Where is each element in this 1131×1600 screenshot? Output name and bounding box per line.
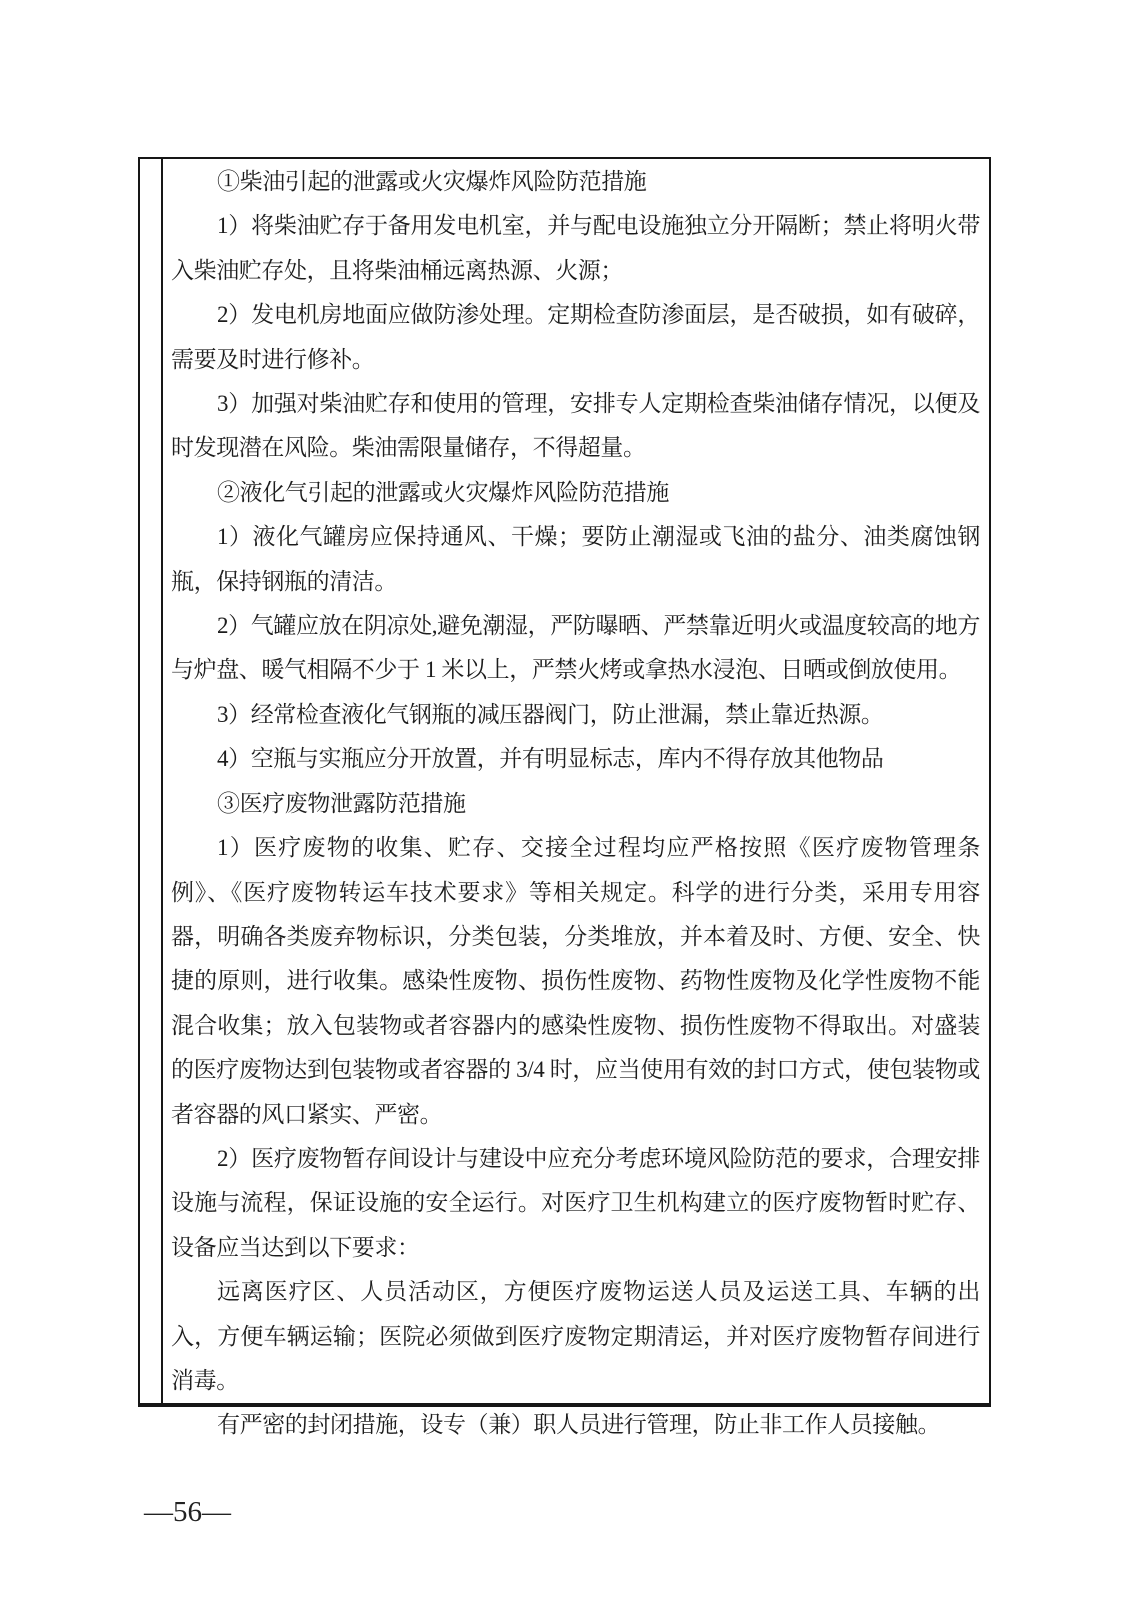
table-text-cell [163, 159, 989, 1438]
paragraph: 1）液化气罐房应保持通风、干燥；要防止潮湿或飞油的盐分、油类腐蚀钢瓶，保持钢瓶的清洁。 [171, 524, 980, 594]
paragraph: 有严密的封闭措施，设专（兼）职人员进行管理，防止非工作人员接触。 [217, 1412, 941, 1438]
paragraph: 2）气罐应放在阴凉处,避免潮湿，严防曝晒、严禁靠近明火或温度较高的地方与炉盘、暖气相隔不少于 1 米以上，严禁火烤或拿热水浸泡、日晒或倒放使用。 [171, 613, 980, 683]
paragraph: ③医疗废物泄露防范措施 [217, 790, 466, 816]
paragraph: 远离医疗区、人员活动区，方便医疗废物运送人员及运送工具、车辆的出入，方便车辆运输；医院必须做到医疗废物定期清运，并对医疗废物暂存间进行消毒。 [171, 1279, 980, 1393]
paragraph: 2）发电机房地面应做防渗处理。定期检查防渗面层，是否破损，如有破碎，需要及时进行修补。 [171, 302, 980, 372]
page-number: —56— [144, 1496, 231, 1528]
paragraph: 4）空瓶与实瓶应分开放置，并有明显标志，库内不得存放其他物品 [217, 746, 884, 772]
paragraph: ②液化气引起的泄露或火灾爆炸风险防范措施 [217, 479, 670, 505]
table-gutter-column [140, 159, 163, 1403]
paragraph: ①柴油引起的泄露或火灾爆炸风险防范措施 [217, 169, 647, 194]
paragraph: 3）加强对柴油贮存和使用的管理，安排专人定期检查柴油储存情况，以便及时发现潜在风险。柴油需限量储存，不得超量。 [171, 391, 980, 461]
paragraph: 1）将柴油贮存于备用发电机室，并与配电设施独立分开隔断；禁止将明火带入柴油贮存处，且将柴油桶远离热源、火源； [171, 213, 980, 283]
paragraph: 1）医疗废物的收集、贮存、交接全过程均应严格按照《医疗废物管理条例》、《医疗废物转运车技术要求》等相关规定。科学的进行分类，采用专用容器，明确各类废弃物标识，分类包装，分类堆放，并本着及时、方便、安全、快捷的原则，进行收集。感染性废物、损伤性废物、药物性废物及化学性废物不能混合收集；放入包装物或者容器内的感染性废物、损伤性废物不得取出。对盛装的医疗废物达到包装物或者容器的 3/4 时，应当使用有效的封口方式，使包装物或者容器的风口紧实、严密。 [171, 835, 980, 1127]
paragraph: 3）经常检查液化气钢瓶的减压器阀门，防止泄漏，禁止靠近热源。 [217, 701, 884, 727]
content-table [138, 157, 991, 1438]
paragraph: 2）医疗废物暂存间设计与建设中应充分考虑环境风险防范的要求，合理安排设施与流程，保证设施的安全运行。对医疗卫生机构建立的医疗废物暂时贮存、设备应当达到以下要求： [171, 1145, 980, 1260]
